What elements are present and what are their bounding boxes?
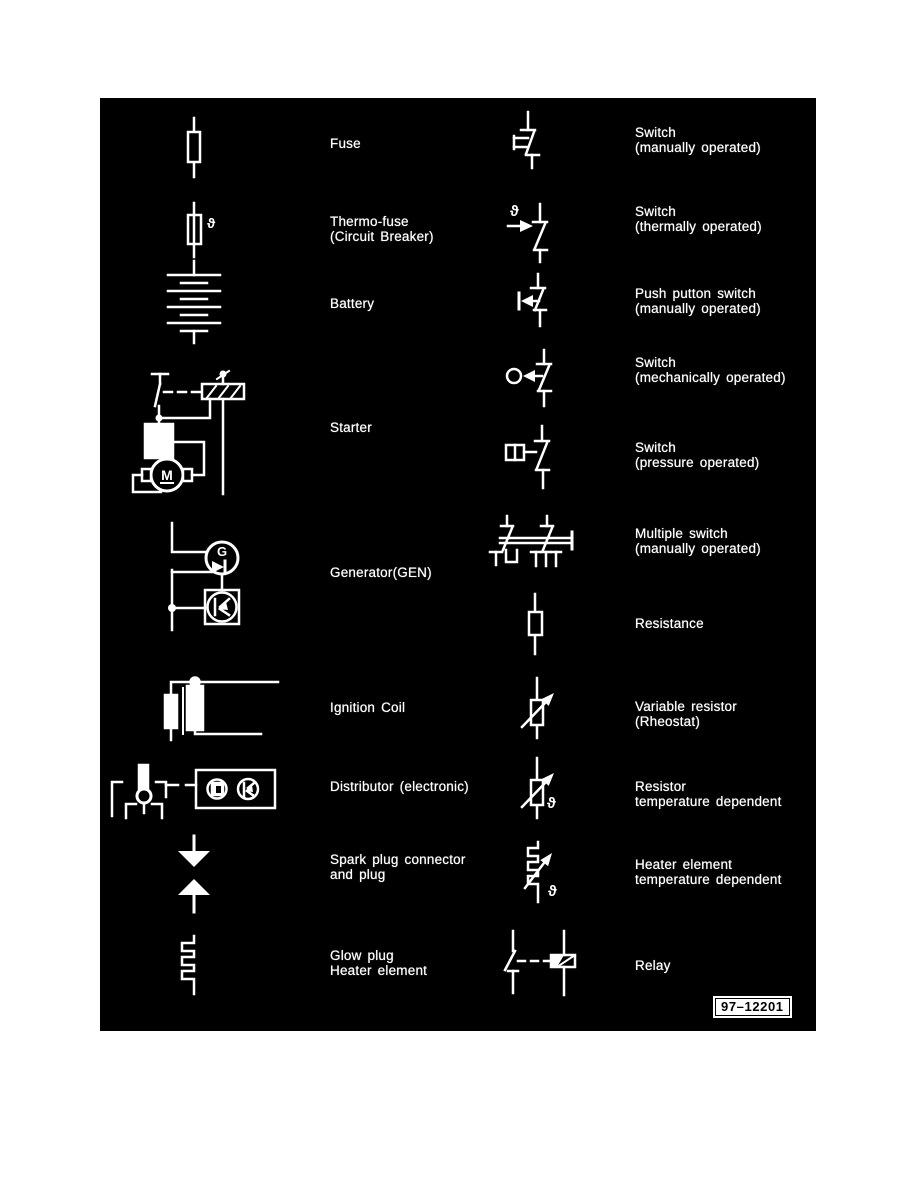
ignition-coil-symbol [154, 676, 280, 744]
variable-resistor-symbol [508, 676, 560, 740]
label-line: Multiple switch [635, 526, 728, 541]
label-line: and plug [330, 867, 386, 882]
label-line: (mechanically operated) [635, 370, 786, 385]
glow-plug-label [330, 948, 427, 978]
distributor-symbol [108, 752, 278, 824]
switch-mechanical-label [635, 355, 786, 385]
generator-symbol [164, 518, 260, 636]
switch-pressure-symbol [502, 424, 554, 490]
label-line: Variable resistor [635, 699, 737, 714]
label-line: temperature dependent [635, 872, 782, 887]
label-line: Resistance [635, 616, 704, 631]
theta-glyph: ϑ [548, 883, 557, 900]
figure-number-box [713, 996, 792, 1018]
label-line: Fuse [330, 136, 361, 151]
label-line: Switch [635, 125, 676, 140]
heater-element-temperature-label [635, 857, 782, 887]
glow-plug-symbol [172, 936, 208, 994]
wiring-symbol-legend-panel [100, 98, 816, 1031]
switch-manual-label [635, 125, 761, 155]
switch-thermal-symbol [506, 200, 562, 262]
switch-thermal-label [635, 204, 762, 234]
label-line: Resistor [635, 779, 687, 794]
relay-label [635, 958, 671, 973]
fuse-symbol [172, 118, 216, 178]
label-line: Generator(GEN) [330, 565, 432, 580]
resistor-temperature-label [635, 779, 782, 809]
label-line: (manually operated) [635, 301, 761, 316]
label-line: (Circuit Breaker) [330, 229, 434, 244]
multiple-switch-symbol [488, 516, 598, 568]
label-line: Heater element [330, 963, 428, 978]
label-line: Switch [635, 355, 676, 370]
theta-glyph: ϑ [207, 215, 216, 231]
battery-label [330, 296, 374, 311]
push-button-switch-symbol [512, 272, 558, 328]
label-line: Ignition Coil [330, 700, 406, 715]
label-line: Battery [330, 296, 375, 311]
resistor-temperature-symbol [508, 756, 564, 820]
label-line: Glow plug [330, 948, 394, 963]
push-button-switch-label [635, 286, 761, 316]
distributor-label [330, 779, 469, 794]
label-line: (manually operated) [635, 541, 761, 556]
label-line: Thermo-fuse [330, 214, 409, 229]
variable-resistor-label [635, 699, 737, 729]
label-line: Heater element [635, 857, 733, 872]
relay-symbol [499, 925, 599, 997]
label-line: Spark plug connector [330, 852, 466, 867]
starter-label [330, 420, 372, 435]
label-line: Distributor (electronic) [330, 779, 469, 794]
figure-number: 97–12201 [716, 999, 789, 1015]
label-line: (Rheostat) [635, 714, 701, 729]
switch-mechanical-symbol [502, 348, 554, 408]
switch-pressure-label [635, 440, 759, 470]
thermo-fuse-symbol [170, 192, 226, 260]
fuse-label [330, 136, 361, 151]
starter-symbol [130, 370, 260, 496]
label-line: Push putton switch [635, 286, 756, 301]
thermo-fuse-label [330, 214, 434, 244]
label-line: (manually operated) [635, 140, 761, 155]
generator-letter: G [216, 544, 228, 559]
resistance-label [635, 616, 704, 631]
label-line: Switch [635, 204, 676, 219]
theta-glyph: ϑ [547, 795, 556, 812]
generator-label [330, 565, 432, 580]
label-line: Relay [635, 958, 671, 973]
label-line: (thermally operated) [635, 219, 762, 234]
battery-symbol [164, 261, 224, 343]
spark-plug-label [330, 852, 466, 882]
ignition-coil-label [330, 700, 405, 715]
label-line: Switch [635, 440, 676, 455]
resistance-symbol [517, 594, 553, 656]
label-line: (pressure operated) [635, 455, 760, 470]
multiple-switch-label [635, 526, 761, 556]
label-line: Starter [330, 420, 372, 435]
spark-plug-symbol [172, 836, 216, 912]
label-line: temperature dependent [635, 794, 782, 809]
motor-letter: M [161, 467, 173, 483]
theta-glyph: ϑ [510, 203, 519, 220]
heater-element-temperature-symbol [506, 840, 562, 904]
switch-manual-symbol [494, 110, 546, 170]
